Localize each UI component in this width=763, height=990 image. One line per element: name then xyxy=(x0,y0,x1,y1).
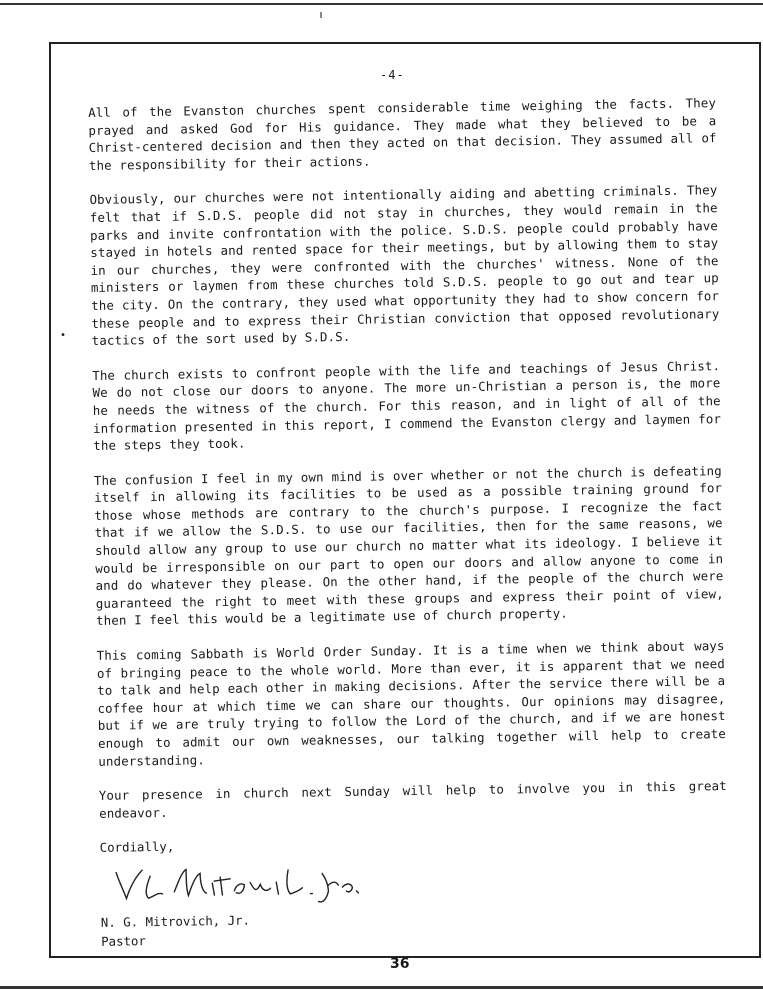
paragraph-1: All of the Evanston churches spent considerable time weighing the facts. They prayed and asked God for His guidance. They made what they believed to be a Christ-centered decision and then they acted on that decision. They assumed all of the responsibility for their actions. xyxy=(88,95,717,173)
paragraph-2: Obviously, our churches were not intentionally aiding and abetting criminals. They felt that if S.D.S. people did not stay in churches, they would remain in the parks and invite confrontation with the police. S.D.S. people could probably have stayed in hotels and rented space for their meetings, but by allowing them to stay in our churches, they were confronted with the churches' witness. None of the ministers or laymen from these churches told S.D.S. people to go out and tear up the city. On the contrary, they used what opportunity they had to show concern for these people and to express their Christian conviction that opposed revolutionary tactics of the sort used by S.D.S. xyxy=(89,182,720,349)
handwritten-signature xyxy=(110,858,411,909)
letter-body xyxy=(88,94,729,951)
bottom-scan-border xyxy=(0,986,763,989)
paragraph-6: Your presence in church next Sunday will help to involve you in this great endeavor. xyxy=(98,778,727,821)
signer-name: N. G. Mitrovich, Jr. xyxy=(100,912,251,930)
closing-salutation: Cordially, xyxy=(99,839,175,856)
paragraph-4: The confusion I feel in my own mind is over whether or not the church is defeating itself in allowing its facilities to be used as a possible training ground for those whose methods are contrary to the church's purpose. I recognize the fact that if we allow the S.D.S. to use our facilities, then for the same reasons, we should allow any group to use our church no matter what its ideology. I believe it would be irresponsible on our part to open our doors and allow anyone to come in and do whatever they please. On the other hand, if the people of the church were guaranteed the right to meet with these groups and express their point of view, then I feel this would be a legitimate use of church property. xyxy=(93,462,724,629)
top-scan-border xyxy=(0,3,763,5)
scan-tick-mark xyxy=(320,12,322,18)
paragraph-5: This coming Sabbath is World Order Sunday. It is a time when we think about ways of bringing peace to the whole world. More than ever, it is apparent that we need to talk and help each other in making decisions. After the service there will be a coffee hour at which time we can share our thoughts. Our opinions may disagree, but if we are truly trying to follow the Lord of the church, and if we are honest enough to admit our own weaknesses, our talking together will help to create understanding. xyxy=(96,638,727,769)
margin-dot: • xyxy=(60,330,67,341)
paragraph-3: The church exists to confront people with the life and teachings of Jesus Christ. We do not close our doors to anyone. The more un-Christian a person is, the more he needs the witness of the church. For this reason, and in light of all of the information presented in this report, I commend the Evanston clergy and laymen for the steps they took. xyxy=(92,357,722,454)
page-marker: -4- xyxy=(380,68,405,82)
archive-page-number: 36 xyxy=(390,956,410,972)
signer-title: Pastor xyxy=(101,933,147,949)
